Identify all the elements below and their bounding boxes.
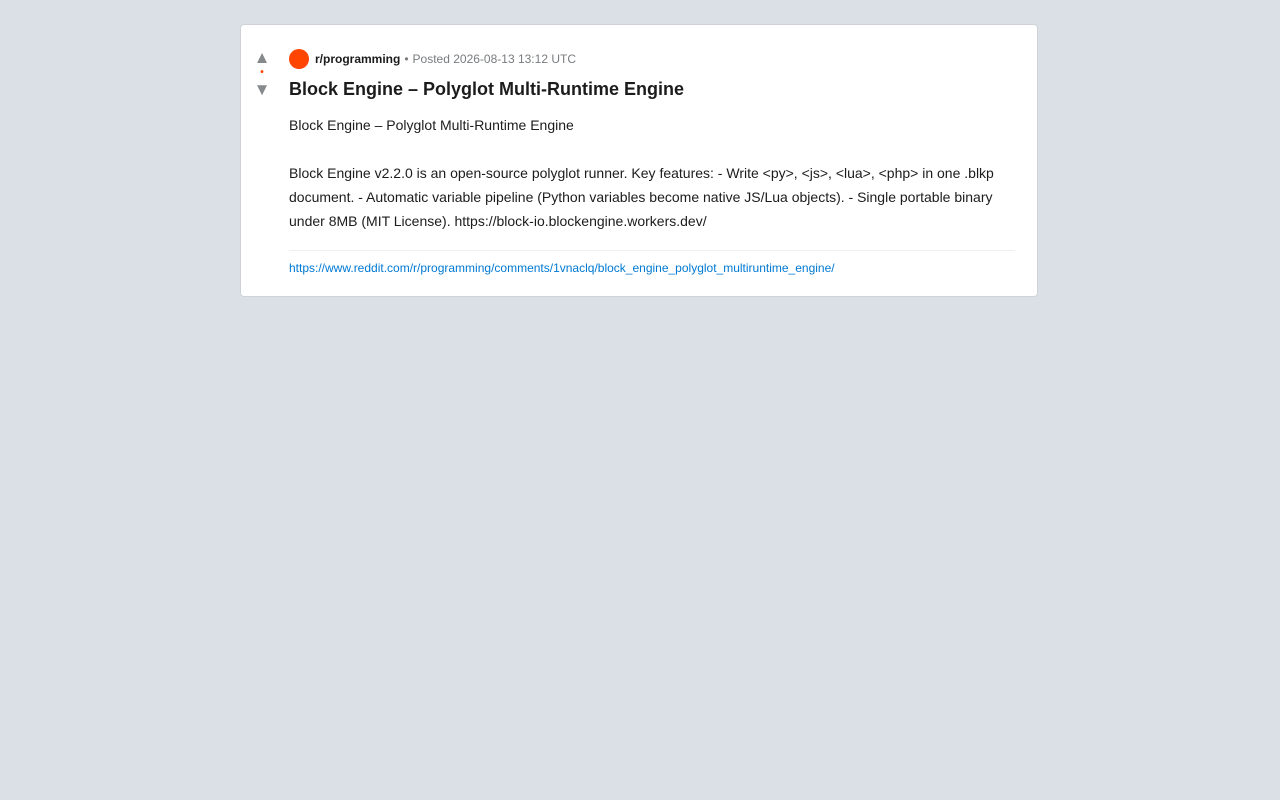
downvote-arrow-icon[interactable]: ▼	[253, 80, 271, 99]
post-content	[289, 49, 1015, 277]
permalink-link[interactable]: https://www.reddit.com/r/programming/comments/1vnaclq/block_engine_polyglot_multiruntime_engine/	[289, 261, 835, 275]
divider	[289, 250, 1015, 251]
vote-column	[252, 49, 272, 98]
upvote-arrow-icon[interactable]: ▲	[253, 48, 271, 67]
post-body-paragraph: Block Engine v2.2.0 is an open-source polyglot runner. Key features: - Write <py>, <js>, <lua>, <php> in one .blkp document. - Automatic variable pipeline (Python variables become native JS/Lua objects). - Single portable binary under 8MB (MIT License). https://block-io.blockengine.workers.dev/	[289, 165, 994, 229]
subreddit-link[interactable]: r/programming	[315, 52, 401, 66]
vote-score: •	[260, 67, 264, 78]
post-card	[240, 24, 1038, 297]
meta-separator: •	[404, 52, 409, 66]
post-body	[289, 113, 1015, 233]
subreddit-icon[interactable]	[289, 49, 309, 69]
post-body-paragraph: Block Engine – Polyglot Multi-Runtime Engine	[289, 117, 574, 133]
post-meta	[289, 49, 1015, 69]
posted-timestamp: Posted 2026-08-13 13:12 UTC	[412, 52, 576, 66]
post-title[interactable]: Block Engine – Polyglot Multi-Runtime Engine	[289, 79, 685, 99]
